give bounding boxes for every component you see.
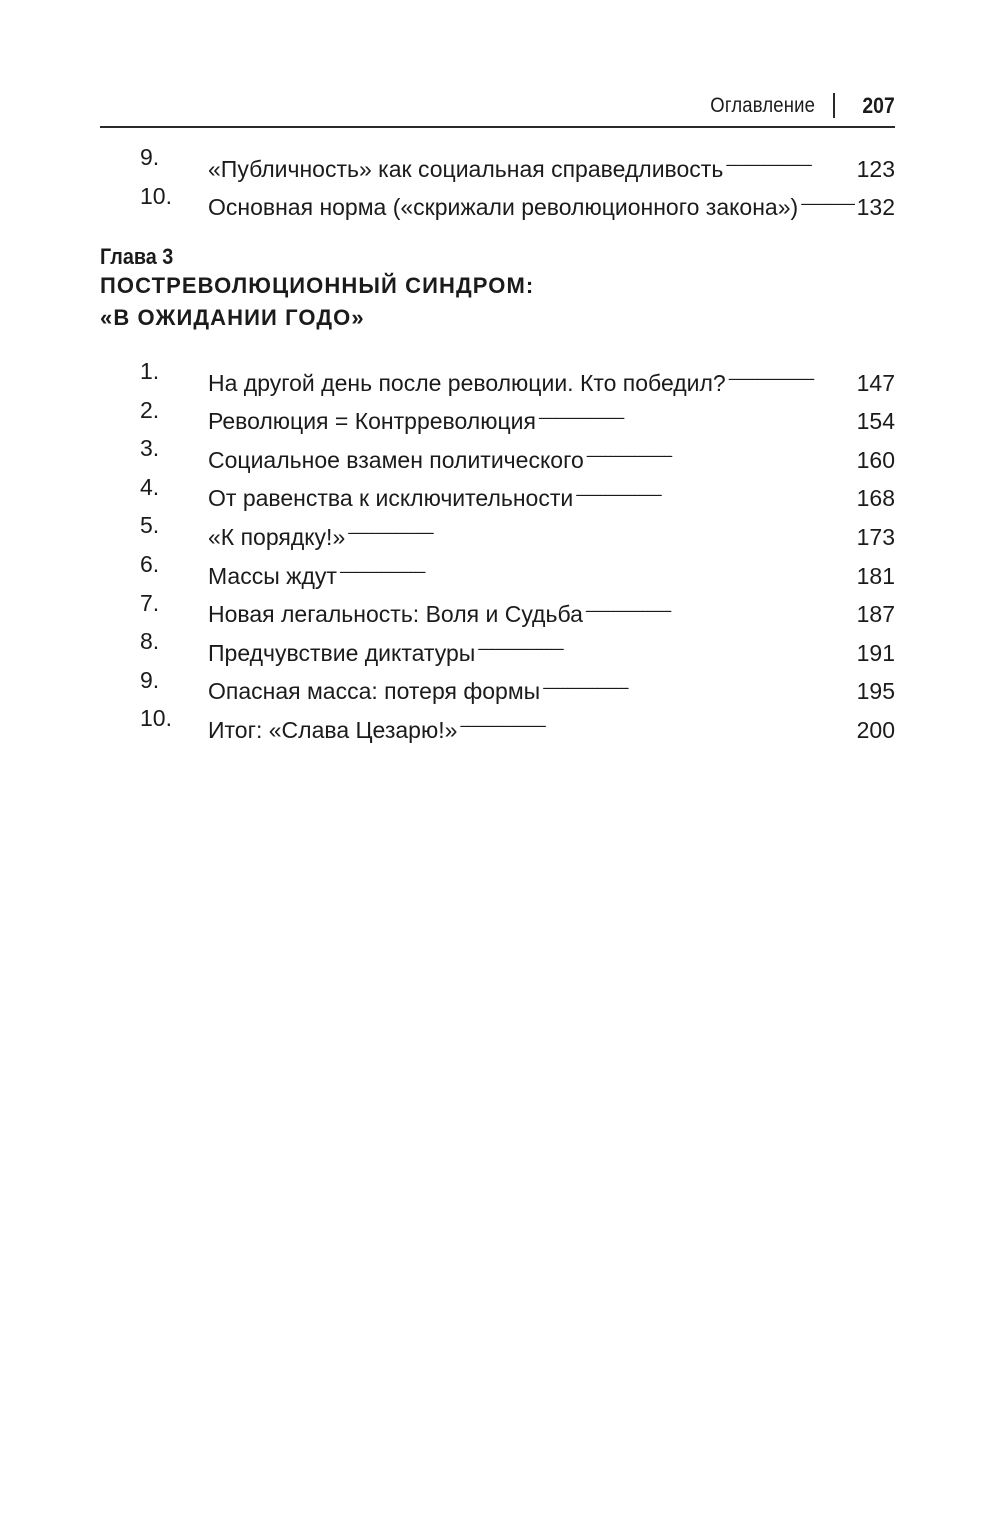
toc-entry-title: Революция = Контрреволюция <box>208 408 536 435</box>
toc-entry-title: На другой день после революции. Кто победил? <box>208 369 726 396</box>
toc-entry[interactable] <box>140 352 895 396</box>
toc-entry-number: 9. <box>140 144 160 170</box>
page-number: 207 <box>862 93 895 118</box>
toc-entry-number: 2. <box>140 396 160 423</box>
toc-entry-number: 1. <box>140 358 160 384</box>
toc-entry-title: Итог: «Слава Цезарю!» <box>208 716 458 743</box>
toc-entry-page: 200 <box>856 716 895 743</box>
toc-entry-title: «Публичность» как социальная справедливость <box>208 155 724 182</box>
toc-entry-number: 9. <box>140 666 160 693</box>
chapter-title-line-1: ПОСТРЕВОЛЮЦИОННЫЙ СИНДРОМ: <box>100 273 535 298</box>
toc-leader-dots <box>347 506 854 545</box>
running-header <box>100 90 895 128</box>
toc-entry-number: 7. <box>140 589 160 616</box>
toc-entry-number: 10. <box>140 182 172 209</box>
toc-leader-dots <box>459 699 854 738</box>
toc-entry[interactable] <box>140 506 895 550</box>
toc-entry-title: Новая легальность: Воля и Судьба <box>208 601 583 628</box>
toc-entry-page: 173 <box>856 523 895 550</box>
toc-entry-page: 132 <box>856 194 895 221</box>
toc-entry-title: «К порядку!» <box>208 523 346 550</box>
toc-entry-page: 195 <box>856 678 895 705</box>
toc-entry[interactable] <box>140 545 895 589</box>
toc-entry-title: Основная норма («скрижали революционного закона») <box>208 194 799 221</box>
toc-entry-title: От равенства к исключительности <box>208 485 574 512</box>
toc-entry[interactable] <box>140 699 895 743</box>
toc-leader-dots <box>586 429 855 468</box>
toc-entry-page: 160 <box>856 446 895 473</box>
toc-leader-dots <box>585 584 855 623</box>
toc-entry[interactable] <box>140 468 895 512</box>
toc-entry[interactable] <box>140 177 895 221</box>
toc-entry[interactable] <box>140 429 895 473</box>
toc-entry-page: 123 <box>856 155 895 182</box>
toc-entry-number: 10. <box>140 705 172 732</box>
toc-entry-title: Опасная масса: потеря формы <box>208 678 541 705</box>
toc-leader-dots <box>477 622 854 661</box>
toc-leader-dots <box>542 661 854 700</box>
toc-entry-number: 3. <box>140 435 160 462</box>
toc-leader-dots <box>575 468 854 507</box>
toc-entry-title: Социальное взамен политического <box>208 446 584 473</box>
toc-entry-number: 6. <box>140 550 160 577</box>
toc-entry-number: 5. <box>140 512 160 539</box>
toc-entry-page: 154 <box>856 408 895 435</box>
toc-leader-dots <box>800 177 854 216</box>
toc-entry-title: Массы ждут <box>208 562 337 589</box>
toc-leader-dots <box>339 545 855 584</box>
toc-entry[interactable] <box>140 138 895 182</box>
toc-list-chapter2-tail <box>140 138 895 221</box>
toc-entry-page: 147 <box>856 369 895 396</box>
toc-entry[interactable] <box>140 661 895 705</box>
running-header-separator <box>833 93 835 118</box>
toc-list-chapter3 <box>140 352 895 743</box>
toc-entry[interactable] <box>140 391 895 435</box>
toc-leader-dots <box>728 352 855 391</box>
toc-entry-page: 168 <box>856 485 895 512</box>
chapter-title-line-2: «В ОЖИДАНИИ ГОДО» <box>100 305 365 330</box>
toc-leader-dots <box>538 391 855 430</box>
toc-entry-page: 191 <box>856 639 895 666</box>
toc-entry[interactable] <box>140 584 895 628</box>
chapter-heading <box>100 244 534 334</box>
chapter-label: Глава 3 <box>100 244 174 269</box>
toc-entry-title: Предчувствие диктатуры <box>208 639 476 666</box>
toc-entry-page: 187 <box>856 601 895 628</box>
toc-entry-number: 8. <box>140 628 160 655</box>
toc-entry-page: 181 <box>856 562 895 589</box>
running-header-section: Оглавление <box>710 94 815 117</box>
toc-leader-dots <box>725 138 854 177</box>
toc-entry-number: 4. <box>140 473 160 500</box>
toc-entry[interactable] <box>140 622 895 666</box>
